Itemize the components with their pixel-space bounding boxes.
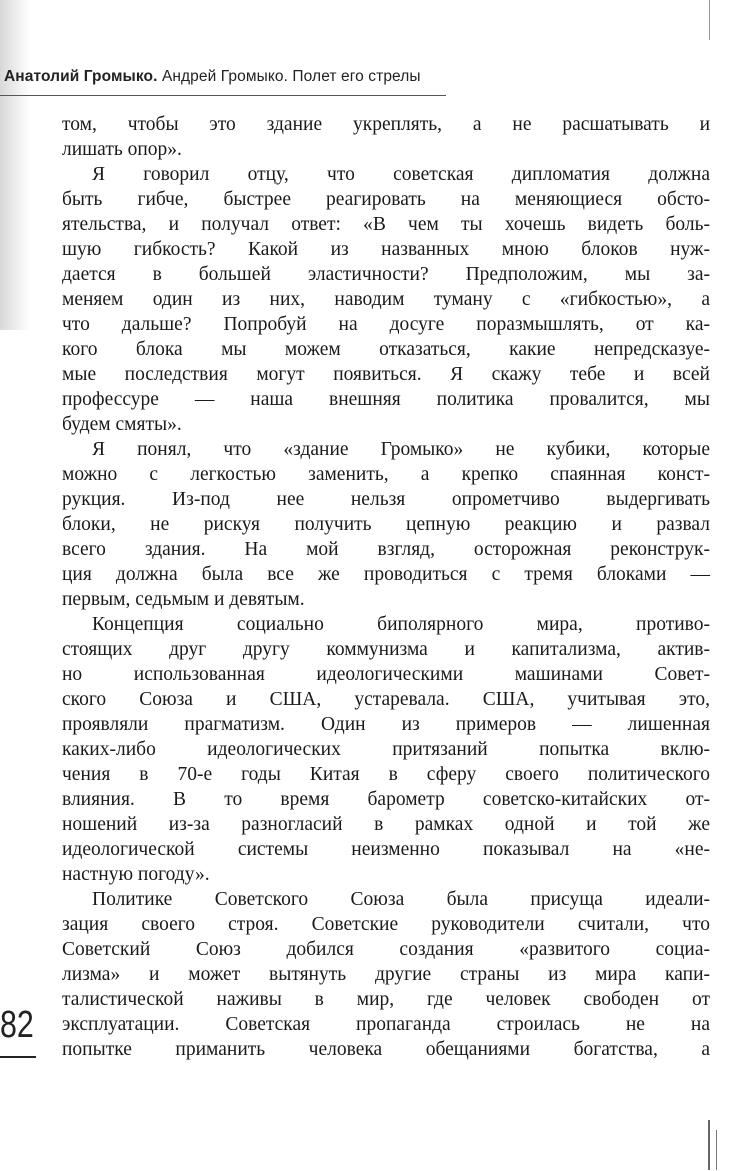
text-line: блоки, не рискуя получить цепную реакцию и развал [62, 514, 710, 535]
text-line: влияния. В то время барометр советско-китайских от- [62, 789, 710, 810]
text-line: попытке приманить человека обещаниями богатства, а [62, 1039, 710, 1060]
text-line: что дальше? Попробуй на досуге поразмышлять, от ка- [62, 314, 710, 335]
text-line: можно с легкостью заменить, а крепко спаянная конст- [62, 464, 710, 485]
text-line: шую гибкость? Какой из названных мною блоков нуж- [62, 239, 710, 260]
text-line: лишать опор». [62, 139, 182, 160]
scan-mark [708, 1120, 710, 1170]
text-line: но использованная идеологическими машинами Совет- [62, 664, 710, 685]
paragraph [62, 162, 710, 437]
scan-mark [709, 0, 710, 40]
text-line: стоящих друг другу коммунизма и капитализма, актив- [62, 639, 710, 660]
body-text [62, 112, 710, 1062]
text-line: эксплуатации. Советская пропаганда строилась не на [62, 1014, 710, 1035]
text-line: ношений из-за разногласий в рамках одной и той же [62, 814, 710, 835]
header-rule [0, 95, 446, 96]
text-line: профессуре — наша внешняя политика провалится, мы [62, 389, 710, 410]
scan-shadow [0, 0, 30, 330]
text-line: ция должна была все же проводиться с тремя блоками — [62, 564, 710, 585]
text-line: кого блока мы можем отказаться, какие непредсказуе- [62, 339, 710, 360]
text-line: лизма» и может вытянуть другие страны из мира капи- [62, 964, 710, 985]
header-title: Андрей Громыко. Полет его стрелы [161, 68, 421, 85]
text-line: Политике Советского Союза была присуща идеали- [92, 889, 710, 910]
header-author: Анатолий Громыко. [4, 68, 158, 85]
text-line: Я понял, что «здание Громыко» не кубики, которые [92, 439, 710, 460]
page-number-rule [0, 1056, 36, 1058]
scan-mark [716, 1130, 717, 1170]
text-line: меняем один из них, наводим туману с «гибкостью», а [62, 289, 710, 310]
text-line: идеологической системы неизменно показывал на «не- [62, 839, 710, 860]
running-header [4, 68, 421, 86]
text-line: дается в большей эластичности? Предположим, мы за- [62, 264, 710, 285]
text-line: будем смяты». [62, 414, 182, 435]
text-line: быть гибче, быстрее реагировать на меняющиеся обсто- [62, 189, 710, 210]
text-line: том, чтобы это здание укреплять, а не расшатывать и [62, 114, 710, 135]
text-line: первым, седьмым и девятым. [62, 589, 305, 610]
text-line: Советский Союз добился создания «развитого социа- [62, 939, 710, 960]
text-line: талистической наживы в мир, где человек свободен от [62, 989, 710, 1010]
text-line: рукция. Из-под нее нельзя опрометчиво выдергивать [62, 489, 710, 510]
text-line: Я говорил отцу, что советская дипломатия должна [92, 164, 710, 185]
paragraph [62, 612, 710, 887]
page-number: 82 [0, 1004, 34, 1046]
text-line: мые последствия могут появиться. Я скажу тебе и всей [62, 364, 710, 385]
text-line: Концепция социально биполярного мира, противо- [92, 614, 710, 635]
paragraph [62, 112, 710, 162]
text-line: ятельства, и получал ответ: «В чем ты хочешь видеть боль- [62, 214, 710, 235]
text-line: проявляли прагматизм. Один из примеров — лишенная [62, 714, 710, 735]
text-line: зация своего строя. Советские руководители считали, что [62, 914, 710, 935]
paragraph [62, 437, 710, 612]
text-line: чения в 70-е годы Китая в сферу своего политического [62, 764, 710, 785]
text-line: каких-либо идеологических притязаний попытка вклю- [62, 739, 710, 760]
text-line: всего здания. На мой взгляд, осторожная реконструк- [62, 539, 710, 560]
text-line: ского Союза и США, устаревала. США, учитывая это, [62, 689, 710, 710]
paragraph [62, 887, 710, 1062]
text-line: настную погоду». [62, 864, 210, 885]
